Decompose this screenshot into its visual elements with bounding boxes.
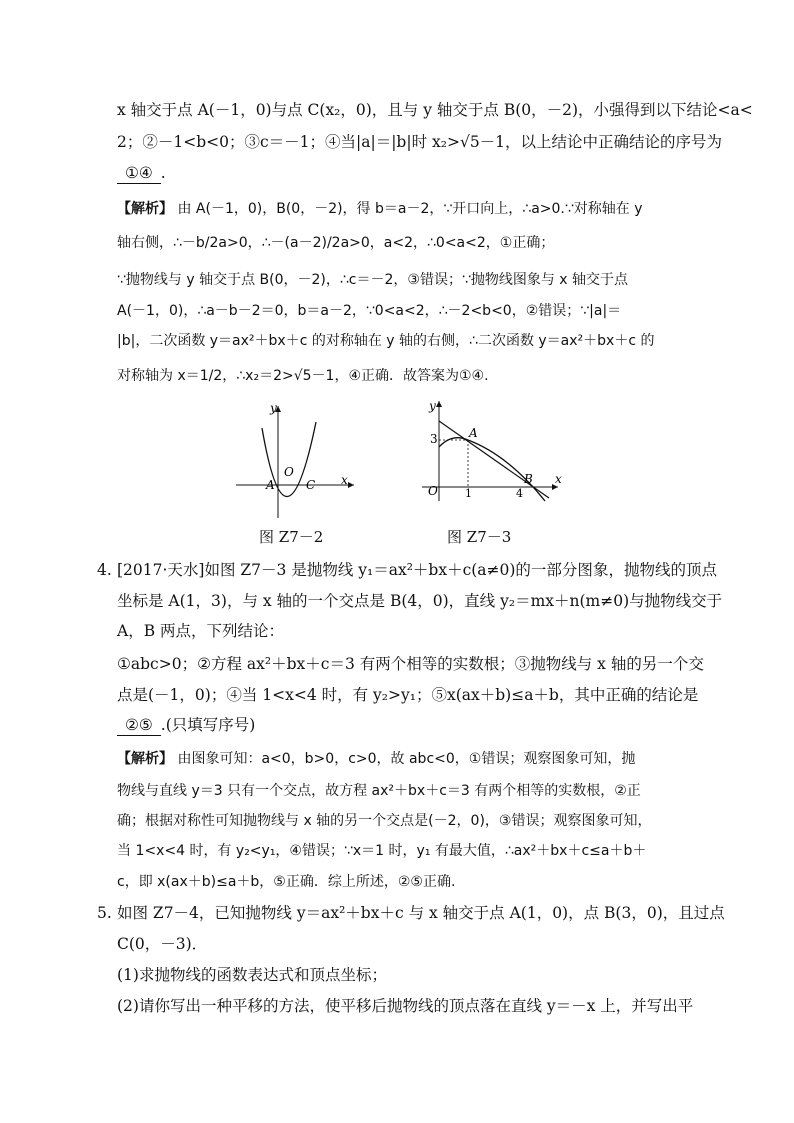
figure-z7-3 — [418, 397, 568, 505]
q3-analysis-text-1: 由 A(－1，0)，B(0，－2)，得 b＝a－2，∵开口向上，∴a>0.∵对称轴在 y — [177, 201, 643, 217]
q4-analysis-2: 物线与直线 y＝3 只有一个交点，故方程 ax²＋bx＋c＝3 有两个相等的实数根，②正 — [117, 783, 641, 799]
q4-line-1: [2017·天水]如图 Z7－3 是抛物线 y₁＝ax²＋bx＋c(a≠0)的一部分图象，抛物线的顶点 — [117, 561, 717, 579]
q3-analysis-4: A(－1，0)，∴a－b－2＝0，b＝a－2，∵0<a<2，∴－2<b<0，②错误；∵|a|＝ — [117, 303, 622, 319]
q4-number: 4. — [97, 561, 112, 579]
analysis-tag: 【解析】 — [117, 751, 173, 767]
q3-analysis-3: ∵抛物线与 y 轴交于点 B(0，－2)，∴c＝－2，③错误；∵抛物线图象与 x 轴交于点 — [117, 272, 629, 288]
parabola-y1 — [439, 438, 545, 501]
tick-4: 4 — [516, 487, 523, 500]
q5-line-3: (1)求抛物线的函数表达式和顶点坐标； — [117, 966, 387, 984]
q3-analysis-5: |b|，二次函数 y＝ax²＋bx＋c 的对称轴在 y 轴的右侧，∴二次函数 y＝ax²＋bx＋c 的 — [117, 333, 655, 349]
fig3-caption: 图 Z7－3 — [447, 528, 512, 546]
x-axis-arrow — [348, 482, 354, 488]
q4-analysis-text-1: 由图象可知：a<0，b>0，c>0，故 abc<0，①错误；观察图象可知，抛 — [177, 751, 636, 767]
q5-line-1: 如图 Z7－4，已知抛物线 y＝ax²＋bx＋c 与 x 轴交于点 A(1，0)，点 B(3，0)，且过点 — [117, 904, 725, 922]
q4-analysis-5: c，即 x(ax＋b)≤a＋b，⑤正确．综上所述，②⑤正确. — [117, 874, 456, 890]
q3-analysis-2: 轴右侧，∴－b/2a>0，∴－(a－2)/2a>0，a<2，∴0<a<2，①正确； — [117, 235, 555, 251]
analysis-tag: 【解析】 — [117, 201, 173, 217]
origin-label: O — [428, 484, 438, 498]
x-label: x — [341, 473, 348, 487]
fig2-caption: 图 Z7－2 — [259, 528, 324, 546]
x-label: x — [555, 472, 562, 486]
tick-3: 3 — [430, 432, 438, 446]
q3-analysis-1 — [117, 199, 698, 219]
origin-label: O — [284, 465, 294, 479]
q4-line-2: 坐标是 A(1，3)，与 x 轴的一个交点是 B(4，0)，直线 y₂＝mx＋n(m≠0)与抛物线交于 — [117, 592, 723, 610]
q3-answer: ①④ — [117, 163, 161, 184]
q4-answer-tail: .(只填写序号) — [160, 716, 256, 734]
q3-answer-tail: . — [160, 164, 166, 182]
y-axis-arrow — [436, 401, 442, 407]
line-y2 — [439, 421, 549, 498]
q3-line-1: x 轴交于点 A(－1，0)与点 C(x₂，0)，且与 y 轴交于点 B(0，－2)，小强得到以下结论<a< — [117, 101, 753, 119]
y-label: y — [270, 401, 277, 415]
point-a-label: A — [469, 426, 478, 440]
q4-answer-line — [117, 715, 698, 736]
y-label: y — [429, 399, 436, 413]
q4-answer: ②⑤ — [117, 715, 161, 736]
q3-line-2: 2；②－1<b<0；③c＝－1；④当|a|＝|b|时 x₂>√5－1，以上结论中正确结论的序号为 — [117, 133, 723, 151]
figure-z7-2 — [232, 400, 362, 520]
q5-number: 5. — [97, 904, 112, 922]
q5-line-4: (2)请你写出一种平移的方法，使平移后抛物线的顶点落在直线 y＝－x 上，并写出平 — [117, 997, 694, 1015]
q4-line-5: 点是(－1，0)；④当 1<x<4 时，有 y₂>y₁；⑤x(ax＋b)≤a＋b，其中正确的结论是 — [117, 686, 699, 704]
q4-analysis-4: 当 1<x<4 时，有 y₂<y₁，④错误；∵x＝1 时，y₁ 有最大值，∴ax²＋bx＋c≤a＋b＋ — [117, 843, 647, 859]
q4-line-4: ①abc>0；②方程 ax²＋bx＋c＝3 有两个相等的实数根；③抛物线与 x 轴的另一个交 — [117, 655, 704, 673]
tick-1: 1 — [465, 487, 472, 500]
point-c-label: C — [306, 478, 316, 492]
q4-analysis-3: 确；根据对称性可知抛物线与 x 轴的另一个交点是(－2，0)，③错误；观察图象可知， — [117, 813, 652, 829]
point-b-label: B — [524, 472, 533, 486]
point-a-label: A — [266, 478, 275, 492]
q3-answer-line — [117, 163, 698, 184]
q4-line-3: A，B 两点，下列结论： — [117, 622, 285, 640]
q4-analysis-1 — [117, 749, 698, 769]
q3-analysis-6: 对称轴为 x＝1/2，∴x₂＝2>√5－1，④正确．故答案为①④. — [117, 368, 489, 384]
q5-line-2: C(0，－3)． — [117, 935, 208, 953]
